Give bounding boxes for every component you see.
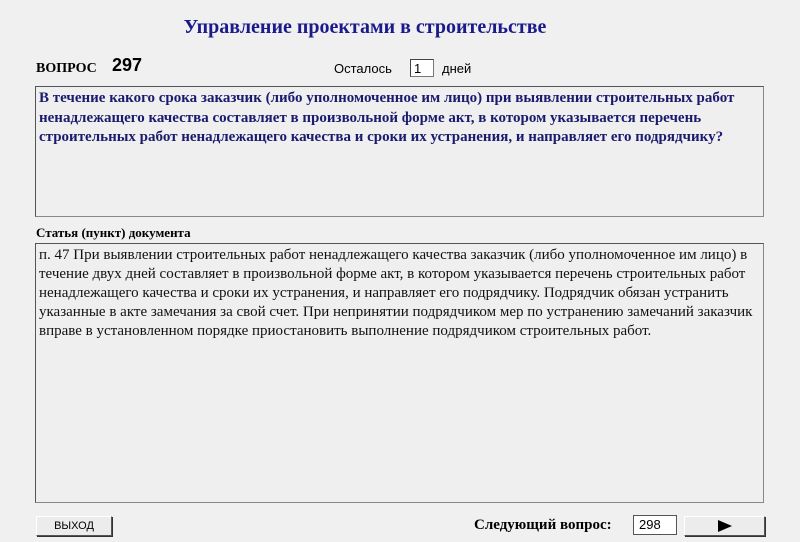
next-question-button[interactable] [684,516,765,536]
question-label: ВОПРОС [36,61,97,76]
page-title: Управление проектами в строительстве [183,16,547,38]
article-text-area: п. 47 При выявлении строительных работ ненадлежащего качества заказчик (либо уполномоченное им лицо) в течение двух дней составляет в произвольной форме акт, в котором указывается перечень строительных работ ненадлежащего качества и сроки их устранения, и направляет его подрядчику. Подрядчик обязан устранить указанные в акте замечания за свой счет. При непринятии подрядчиком мер по устранению замечаний заказчик вправе в установленном порядке приостановить выполнение подрядчиком строительных работ. [35,243,764,503]
arrow-right-icon [718,520,732,532]
next-question-label: Следующий вопрос: [474,517,612,533]
remaining-days-field: 1 [410,59,434,77]
question-text-area: В течение какого срока заказчик (либо уполномоченное им лицо) при выявлении строительных работ ненадлежащего качества составляет в произвольной форме акт, в котором указывается перечень строительных работ ненадлежащего качества и сроки их устранения, и направляет его подрядчику? [35,86,764,217]
exit-button[interactable]: ВЫХОД [36,516,112,536]
days-label: дней [442,61,472,76]
remaining-label: Осталось [334,61,392,76]
question-number: 297 [112,55,143,75]
next-question-number-field[interactable]: 298 [633,515,677,535]
article-label: Статья (пункт) документа [36,225,191,240]
